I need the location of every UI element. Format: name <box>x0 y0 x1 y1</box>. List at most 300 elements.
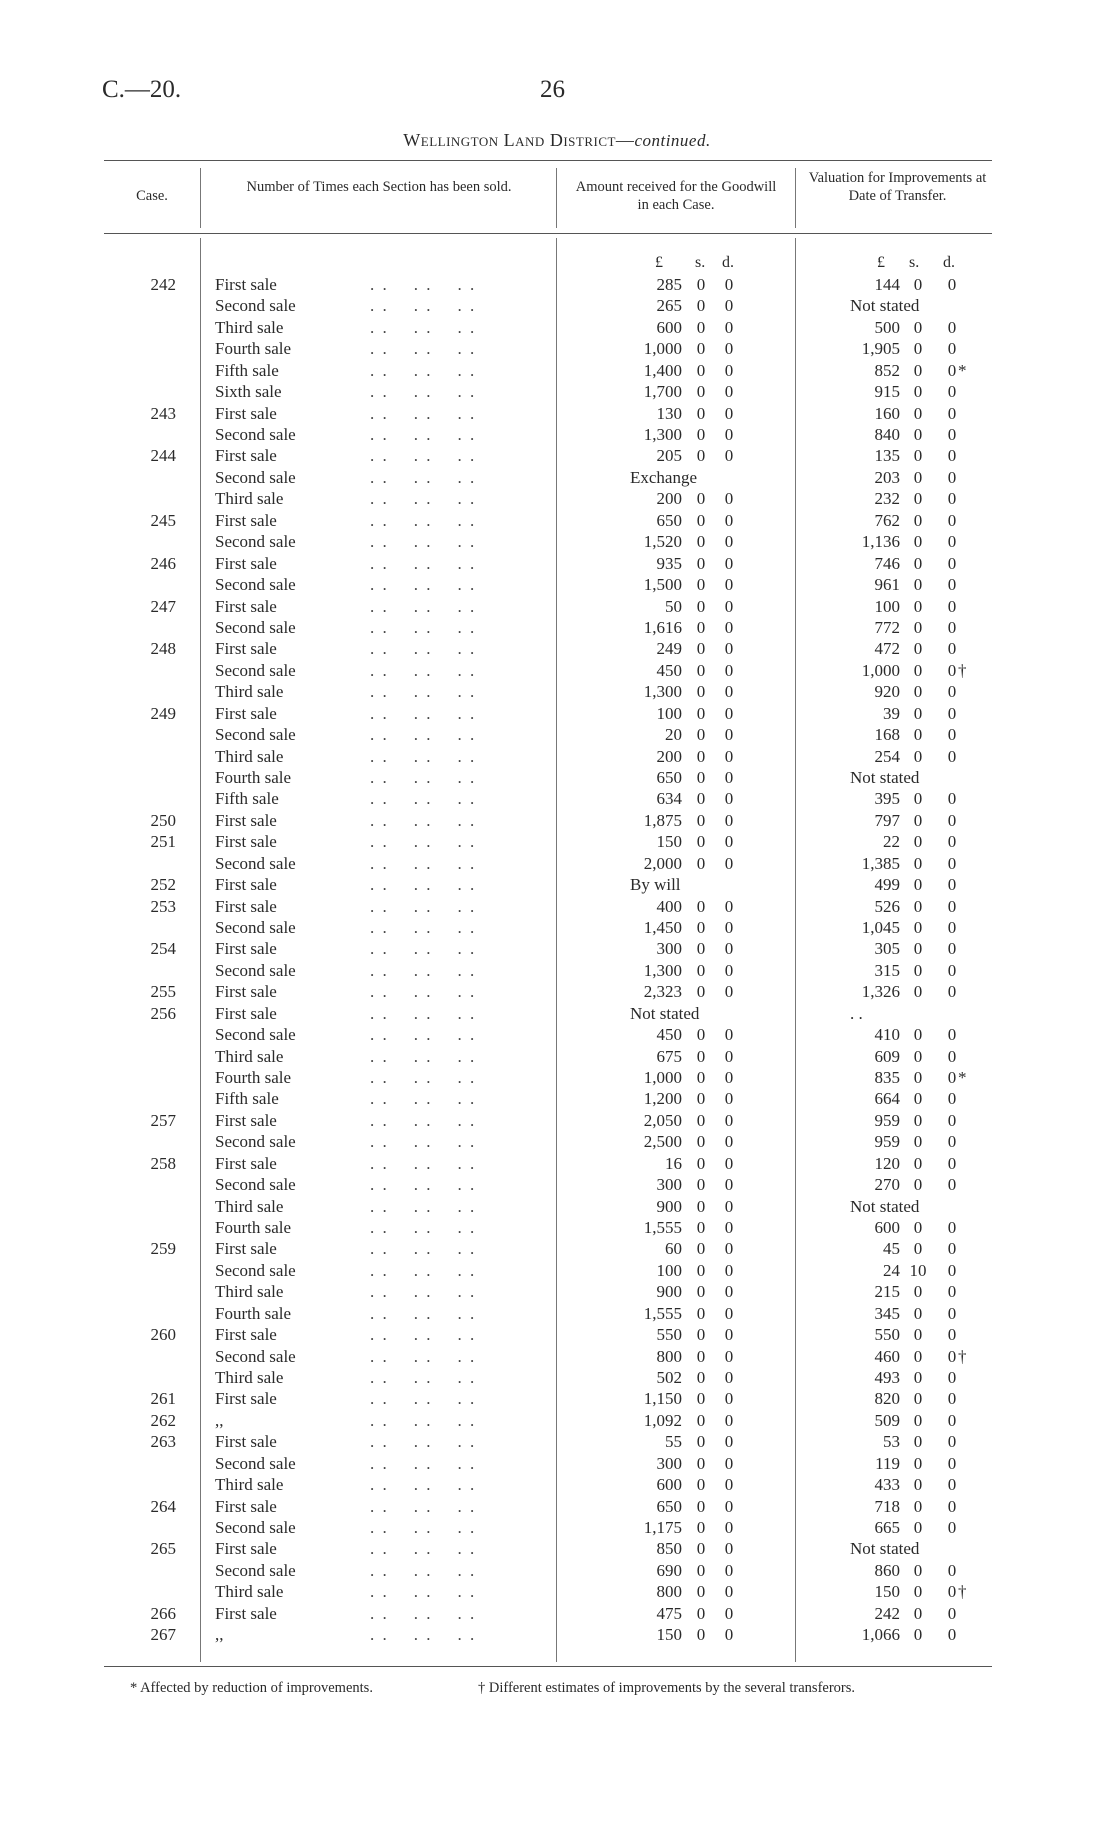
sale-label: First sale <box>215 832 277 852</box>
table-row <box>0 574 1114 595</box>
goodwill-pounds: 2,323 <box>643 982 682 1002</box>
goodwill-shillings: 0 <box>696 789 706 809</box>
table-row <box>0 467 1114 488</box>
leader-dots: . . . . . . <box>370 1560 477 1580</box>
goodwill-shillings: 0 <box>696 1625 706 1645</box>
goodwill-shillings: 0 <box>696 982 706 1002</box>
leader-dots: . . . . . . <box>370 939 477 959</box>
leader-dots: . . . . . . <box>370 403 477 423</box>
case-number: 255 <box>150 982 176 1002</box>
valuation-shillings: 0 <box>913 275 923 294</box>
goodwill-pence: 0 <box>724 746 734 766</box>
table-row <box>0 1110 1114 1131</box>
valuation-pence: 0 <box>947 1217 957 1237</box>
table-row <box>0 1517 1114 1538</box>
goodwill-shillings: 0 <box>696 960 706 980</box>
case-number: 260 <box>150 1325 176 1345</box>
valuation-pence-unit: d. <box>943 254 955 271</box>
valuation-pounds: 718 <box>874 1496 900 1516</box>
valuation-shilling-unit: s. <box>909 254 920 271</box>
goodwill-shillings: 0 <box>696 275 706 294</box>
valuation-pounds: 100 <box>874 596 900 616</box>
leader-dots: . . . . . . <box>370 1003 477 1023</box>
leader-dots: . . . . . . <box>370 1025 477 1044</box>
goodwill-pence: 0 <box>724 660 734 680</box>
valuation-shillings: 0 <box>913 682 923 702</box>
goodwill-shillings: 0 <box>696 746 706 766</box>
valuation-pounds: 1,045 <box>861 917 900 937</box>
table-row <box>0 1624 1114 1645</box>
goodwill-shillings: 0 <box>696 1389 706 1409</box>
goodwill-pence: 0 <box>724 703 734 723</box>
valuation-shillings: 0 <box>913 1453 923 1473</box>
valuation-shillings: 0 <box>913 1239 923 1259</box>
goodwill-pence: 0 <box>724 982 734 1002</box>
valuation-shillings: 0 <box>913 425 923 444</box>
footnote-star: * Affected by reduction of improvements. <box>130 1680 373 1696</box>
table-row <box>0 1003 1114 1024</box>
valuation-shillings: 0 <box>913 1025 923 1044</box>
sale-label: First sale <box>215 596 277 616</box>
table-header-rule <box>104 233 992 234</box>
table-row <box>0 1217 1114 1238</box>
table-row <box>0 938 1114 959</box>
table-row <box>0 1303 1114 1324</box>
valuation-pence: 0 <box>947 639 957 659</box>
goodwill-pounds: 600 <box>656 1475 682 1495</box>
valuation-shillings: 0 <box>913 360 923 380</box>
goodwill-pence: 0 <box>724 1410 734 1430</box>
goodwill-pounds: 200 <box>656 489 682 509</box>
leader-dots: . . . . . . <box>370 982 477 1002</box>
goodwill-shillings: 0 <box>696 682 706 702</box>
leader-dots: . . . . . . <box>370 596 477 616</box>
sale-label: First sale <box>215 810 277 830</box>
valuation-shillings: 0 <box>913 1432 923 1452</box>
table-row <box>0 1388 1114 1409</box>
footnote-dagger: † Different estimates of improvements by the several transferors. <box>478 1680 856 1696</box>
leader-dots: . . . . . . <box>370 1475 477 1495</box>
goodwill-pounds: 1,200 <box>643 1089 682 1109</box>
sale-label: Second sale <box>215 467 296 487</box>
valuation-pence: 0 <box>947 1517 957 1537</box>
sale-label: Third sale <box>215 1475 284 1495</box>
table-row <box>0 596 1114 617</box>
footnote-mark: † <box>958 1582 967 1602</box>
goodwill-pounds: 400 <box>656 896 682 916</box>
table-row <box>0 1346 1114 1367</box>
goodwill-pounds: 60 <box>665 1239 682 1259</box>
leader-dots: . . . . . . <box>370 789 477 809</box>
table-row <box>0 381 1114 402</box>
leader-dots: . . . . . . <box>370 1496 477 1516</box>
table-row <box>0 531 1114 552</box>
leader-dots: . . . . . . <box>370 1046 477 1066</box>
table-row <box>0 1024 1114 1045</box>
case-number: 251 <box>150 832 176 852</box>
valuation-shillings: 0 <box>913 960 923 980</box>
sale-label: Second sale <box>215 1132 296 1152</box>
table-row <box>0 1367 1114 1388</box>
sale-label: Third sale <box>215 1582 284 1602</box>
table-row <box>0 788 1114 809</box>
goodwill-pence: 0 <box>724 767 734 787</box>
table-row <box>0 638 1114 659</box>
leader-dots: . . . . . . <box>370 1132 477 1152</box>
sale-label: First sale <box>215 1325 277 1345</box>
valuation-pence: 0 <box>947 1625 957 1645</box>
leader-dots: . . . . . . <box>370 467 477 487</box>
goodwill-pence: 0 <box>724 1389 734 1409</box>
goodwill-pounds: 1,300 <box>643 425 682 444</box>
case-number: 254 <box>150 939 176 959</box>
leader-dots: . . . . . . <box>370 360 477 380</box>
sale-label: Fifth sale <box>215 1089 279 1109</box>
goodwill-pounds: 1,616 <box>643 617 682 637</box>
goodwill-pounds: 650 <box>656 510 682 530</box>
goodwill-pounds: 502 <box>656 1367 682 1387</box>
sale-label: First sale <box>215 1110 277 1130</box>
valuation-shillings: 0 <box>913 746 923 766</box>
case-number: 258 <box>150 1153 176 1173</box>
leader-dots: . . . . . . <box>370 1410 477 1430</box>
valuation-shillings: 0 <box>913 317 923 337</box>
valuation-shillings: 10 <box>909 1260 927 1280</box>
leader-dots: . . . . . . <box>370 382 477 402</box>
sale-label: First sale <box>215 1239 277 1259</box>
sale-label: First sale <box>215 1603 277 1623</box>
goodwill-pounds: 16 <box>665 1153 682 1173</box>
sale-label: Third sale <box>215 1282 284 1302</box>
goodwill-shillings: 0 <box>696 575 706 594</box>
goodwill-pounds: 130 <box>656 403 682 423</box>
sale-label: Second sale <box>215 425 296 444</box>
valuation-pounds: 1,326 <box>861 982 900 1002</box>
valuation-pence: 0 <box>947 982 957 1002</box>
goodwill-pence: 0 <box>724 896 734 916</box>
valuation-pounds: 746 <box>874 553 900 573</box>
goodwill-pence: 0 <box>724 1453 734 1473</box>
goodwill-pounds: 900 <box>656 1196 682 1216</box>
valuation-pence: 0 <box>947 1067 957 1087</box>
valuation-pence: 0 <box>947 725 957 744</box>
goodwill-pence: 0 <box>724 1132 734 1152</box>
valuation-pence: 0 <box>947 617 957 637</box>
valuation-pounds: 24 <box>883 1260 900 1280</box>
goodwill-pence: 0 <box>724 853 734 873</box>
goodwill-pounds: 100 <box>656 703 682 723</box>
header-divider-2 <box>556 168 557 228</box>
case-number: 264 <box>150 1496 176 1516</box>
valuation-pence: 0 <box>947 1089 957 1109</box>
goodwill-pence: 0 <box>724 296 734 316</box>
table-row <box>0 1046 1114 1067</box>
leader-dots: . . . . . . <box>370 1282 477 1302</box>
goodwill-pounds: 450 <box>656 1025 682 1044</box>
leader-dots: . . . . . . <box>370 810 477 830</box>
goodwill-shillings: 0 <box>696 1046 706 1066</box>
valuation-shillings: 0 <box>913 1175 923 1195</box>
valuation-shillings: 0 <box>913 639 923 659</box>
leader-dots: . . . . . . <box>370 682 477 702</box>
valuation-shillings: 0 <box>913 510 923 530</box>
goodwill-shillings: 0 <box>696 532 706 552</box>
valuation-pounds: 315 <box>874 960 900 980</box>
case-number: 256 <box>150 1003 176 1023</box>
valuation-shillings: 0 <box>913 553 923 573</box>
goodwill-pence: 0 <box>724 360 734 380</box>
leader-dots: . . . . . . <box>370 1325 477 1345</box>
goodwill-shillings: 0 <box>696 296 706 316</box>
goodwill-pounds: 300 <box>656 1175 682 1195</box>
sale-label: First sale <box>215 1496 277 1516</box>
valuation-pounds: 609 <box>874 1046 900 1066</box>
valuation-pence: 0 <box>947 1110 957 1130</box>
goodwill-shillings: 0 <box>696 425 706 444</box>
valuation-shillings: 0 <box>913 1089 923 1109</box>
leader-dots: . . . . . . <box>370 660 477 680</box>
leader-dots: . . . . . . <box>370 1089 477 1109</box>
goodwill-shillings: 0 <box>696 1217 706 1237</box>
goodwill-shillings: 0 <box>696 317 706 337</box>
valuation-shillings: 0 <box>913 917 923 937</box>
case-number: 242 <box>150 275 176 294</box>
table-row <box>0 853 1114 874</box>
goodwill-shillings: 0 <box>696 553 706 573</box>
goodwill-shillings: 0 <box>696 853 706 873</box>
sale-label: First sale <box>215 703 277 723</box>
table-row <box>0 1324 1114 1345</box>
valuation-pounds: 550 <box>874 1325 900 1345</box>
table-row <box>0 338 1114 359</box>
goodwill-shillings: 0 <box>696 1325 706 1345</box>
valuation-pounds: 53 <box>883 1432 900 1452</box>
goodwill-pounds: 1,092 <box>643 1410 682 1430</box>
goodwill-pence: 0 <box>724 917 734 937</box>
goodwill-pounds: 1,300 <box>643 682 682 702</box>
goodwill-pence: 0 <box>724 1625 734 1645</box>
goodwill-pounds: 2,500 <box>643 1132 682 1152</box>
table-row <box>0 917 1114 938</box>
valuation-shillings: 0 <box>913 1303 923 1323</box>
valuation-pounds: 160 <box>874 403 900 423</box>
sale-label: Second sale <box>215 1175 296 1195</box>
leader-dots: . . . . . . <box>370 1153 477 1173</box>
goodwill-pence: 0 <box>724 1217 734 1237</box>
goodwill-pence: 0 <box>724 425 734 444</box>
goodwill-pence: 0 <box>724 639 734 659</box>
goodwill-shillings: 0 <box>696 832 706 852</box>
goodwill-shillings: 0 <box>696 1132 706 1152</box>
valuation-pounds: 840 <box>874 425 900 444</box>
goodwill-pounds: 1,000 <box>643 1067 682 1087</box>
case-number: 244 <box>150 446 176 466</box>
valuation-pounds: 664 <box>874 1089 900 1109</box>
goodwill-pounds: 20 <box>665 725 682 744</box>
goodwill-pence: 0 <box>724 617 734 637</box>
goodwill-note: Not stated <box>630 1003 700 1023</box>
goodwill-shillings: 0 <box>696 1175 706 1195</box>
valuation-note: . . <box>850 1003 863 1023</box>
valuation-pence: 0 <box>947 275 957 294</box>
valuation-shillings: 0 <box>913 982 923 1002</box>
valuation-shillings: 0 <box>913 1046 923 1066</box>
goodwill-pounds: 850 <box>656 1539 682 1559</box>
sale-label: Third sale <box>215 746 284 766</box>
table-row <box>0 1174 1114 1195</box>
goodwill-shillings: 0 <box>696 1496 706 1516</box>
table-row <box>0 1088 1114 1109</box>
valuation-pence: 0 <box>947 789 957 809</box>
valuation-pounds: 22 <box>883 832 900 852</box>
case-number: 248 <box>150 639 176 659</box>
goodwill-pounds: 285 <box>656 275 682 294</box>
goodwill-shillings: 0 <box>696 1239 706 1259</box>
sale-label: Fourth sale <box>215 1303 292 1323</box>
goodwill-shillings: 0 <box>696 1432 706 1452</box>
goodwill-pence: 0 <box>724 1603 734 1623</box>
goodwill-shillings: 0 <box>696 1582 706 1602</box>
goodwill-pence: 0 <box>724 489 734 509</box>
leader-dots: . . . . . . <box>370 746 477 766</box>
sale-label: First sale <box>215 510 277 530</box>
valuation-shillings: 0 <box>913 1067 923 1087</box>
goodwill-pence: 0 <box>724 1303 734 1323</box>
case-number: 249 <box>150 703 176 723</box>
table-row <box>0 1603 1114 1624</box>
valuation-pence: 0 <box>947 1582 957 1602</box>
leader-dots: . . . . . . <box>370 317 477 337</box>
goodwill-shillings: 0 <box>696 725 706 744</box>
valuation-pence: 0 <box>947 1475 957 1495</box>
valuation-shillings: 0 <box>913 1603 923 1623</box>
sale-label: Second sale <box>215 532 296 552</box>
footnote-mark: * <box>958 360 967 380</box>
table-row <box>0 360 1114 381</box>
valuation-pence: 0 <box>947 896 957 916</box>
valuation-shillings: 0 <box>913 1153 923 1173</box>
footnote-mark: † <box>958 1346 967 1366</box>
goodwill-pence: 0 <box>724 553 734 573</box>
sale-label: Second sale <box>215 575 296 594</box>
goodwill-pounds: 475 <box>656 1603 682 1623</box>
goodwill-pounds: 1,555 <box>643 1217 682 1237</box>
goodwill-shillings: 0 <box>696 617 706 637</box>
valuation-pounds: 203 <box>874 467 900 487</box>
goodwill-shillings: 0 <box>696 360 706 380</box>
district-title-main: Wellington Land District— <box>403 130 635 150</box>
valuation-pounds: 433 <box>874 1475 900 1495</box>
sale-label: Second sale <box>215 1560 296 1580</box>
goodwill-pence: 0 <box>724 789 734 809</box>
sale-label: Second sale <box>215 917 296 937</box>
goodwill-pounds: 1,555 <box>643 1303 682 1323</box>
goodwill-shillings: 0 <box>696 896 706 916</box>
valuation-pence: 0 <box>947 1132 957 1152</box>
leader-dots: . . . . . . <box>370 1303 477 1323</box>
table-row <box>0 424 1114 445</box>
goodwill-shillings: 0 <box>696 660 706 680</box>
goodwill-pence: 0 <box>724 832 734 852</box>
goodwill-shillings: 0 <box>696 767 706 787</box>
goodwill-pence: 0 <box>724 317 734 337</box>
goodwill-shillings: 0 <box>696 917 706 937</box>
valuation-pence: 0 <box>947 682 957 702</box>
case-number: 263 <box>150 1432 176 1452</box>
sale-label: Fifth sale <box>215 360 279 380</box>
goodwill-note: By will <box>630 875 681 894</box>
valuation-pence: 0 <box>947 1389 957 1409</box>
goodwill-shillings: 0 <box>696 1196 706 1216</box>
sale-label: Second sale <box>215 960 296 980</box>
goodwill-pounds: 1,520 <box>643 532 682 552</box>
table-row <box>0 1281 1114 1302</box>
goodwill-pounds: 450 <box>656 660 682 680</box>
table-row <box>0 1538 1114 1559</box>
table-top-rule <box>104 160 992 161</box>
valuation-pounds: 270 <box>874 1175 900 1195</box>
goodwill-pounds: 550 <box>656 1325 682 1345</box>
goodwill-pence: 0 <box>724 1539 734 1559</box>
goodwill-pence: 0 <box>724 275 734 294</box>
goodwill-shillings: 0 <box>696 1453 706 1473</box>
case-number: 250 <box>150 810 176 830</box>
valuation-pounds: 860 <box>874 1560 900 1580</box>
valuation-pounds: 460 <box>874 1346 900 1366</box>
leader-dots: . . . . . . <box>370 1110 477 1130</box>
table-row <box>0 1453 1114 1474</box>
table-row <box>0 724 1114 745</box>
header-divider-1 <box>200 168 201 228</box>
sale-label: Second sale <box>215 296 296 316</box>
leader-dots: . . . . . . <box>370 832 477 852</box>
sale-label: First sale <box>215 446 277 466</box>
goodwill-pounds: 800 <box>656 1582 682 1602</box>
goodwill-shillings: 0 <box>696 1475 706 1495</box>
goodwill-pence: 0 <box>724 1582 734 1602</box>
goodwill-pounds: 900 <box>656 1282 682 1302</box>
valuation-pence: 0 <box>947 596 957 616</box>
valuation-shillings: 0 <box>913 1110 923 1130</box>
valuation-pence: 0 <box>947 510 957 530</box>
sale-label: Fourth sale <box>215 767 292 787</box>
case-number: 259 <box>150 1239 176 1259</box>
goodwill-shillings: 0 <box>696 1025 706 1044</box>
valuation-pounds: 1,905 <box>861 339 900 359</box>
valuation-note: Not stated <box>850 767 920 787</box>
goodwill-shillings: 0 <box>696 1067 706 1087</box>
valuation-pounds: 168 <box>874 725 900 744</box>
valuation-pounds: 45 <box>883 1239 900 1259</box>
valuation-pence: 0 <box>947 425 957 444</box>
sale-label: First sale <box>215 939 277 959</box>
sale-label: Second sale <box>215 617 296 637</box>
sale-label: First sale <box>215 553 277 573</box>
goodwill-pence: 0 <box>724 1282 734 1302</box>
case-number: 267 <box>150 1625 176 1645</box>
valuation-pence: 0 <box>947 917 957 937</box>
valuation-pounds: 820 <box>874 1389 900 1409</box>
goodwill-pence: 0 <box>724 960 734 980</box>
goodwill-shillings: 0 <box>696 446 706 466</box>
valuation-pence: 0 <box>947 1239 957 1259</box>
valuation-shillings: 0 <box>913 1475 923 1495</box>
goodwill-pence: 0 <box>724 1325 734 1345</box>
valuation-shillings: 0 <box>913 1346 923 1366</box>
case-number: 245 <box>150 510 176 530</box>
case-number: 246 <box>150 553 176 573</box>
case-number: 247 <box>150 596 176 616</box>
